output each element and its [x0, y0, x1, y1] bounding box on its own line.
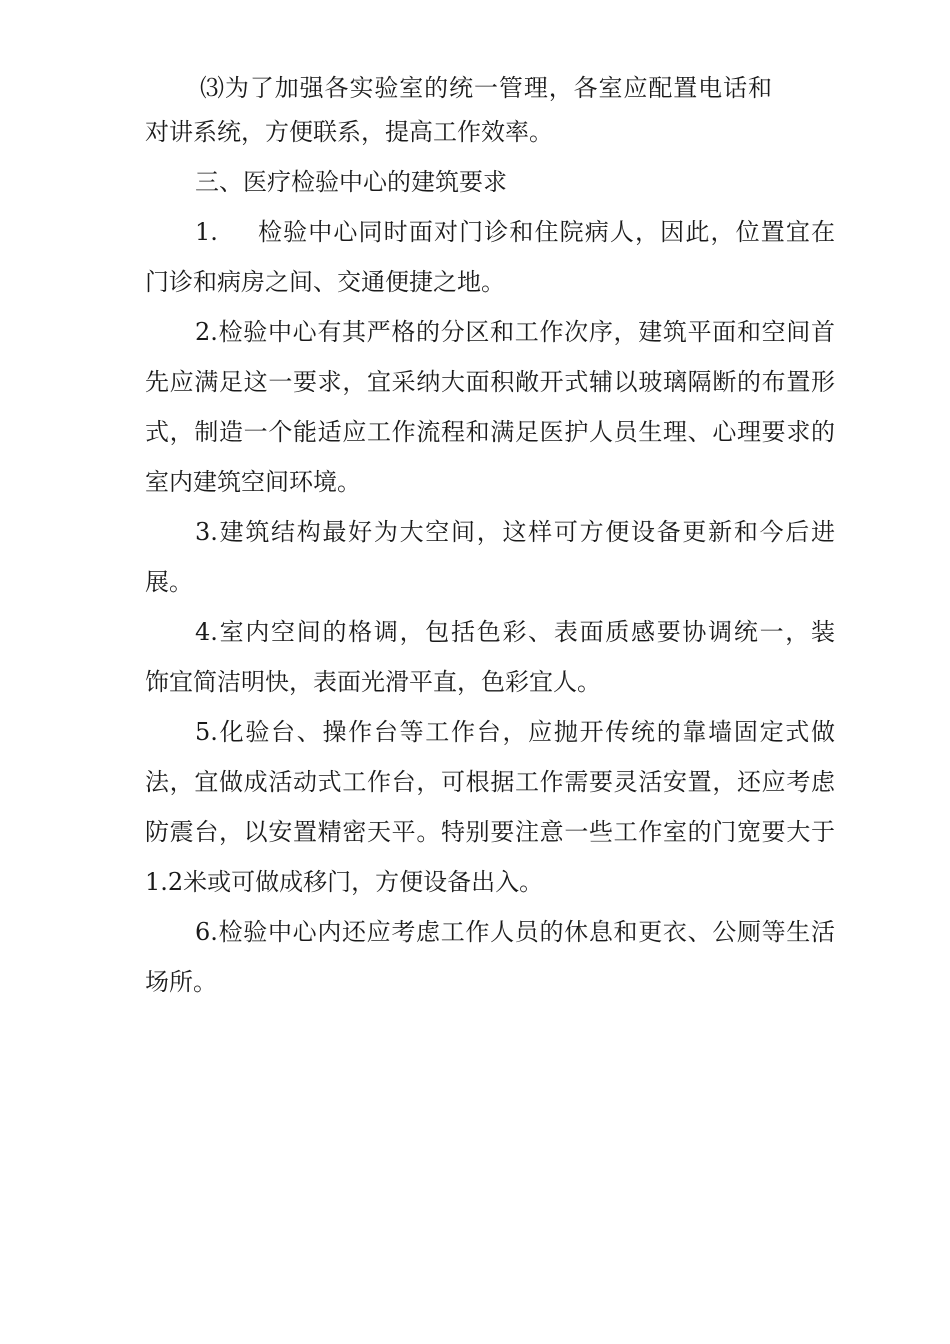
item-3-line-1: 3.建筑结构最好为大空间，这样可方便设备更新和今后进 [195, 518, 835, 546]
item-6-line-2: 场所。 [145, 968, 217, 996]
item-1-line-1: 检验中心同时面对门诊和住院病人，因此，位置宜在 [258, 218, 835, 246]
item-4-line-2: 饰宜简洁明快，表面光滑平直，色彩宜人。 [145, 668, 601, 696]
item-5-line-3: 防震台，以安置精密天平。特别要注意一些工作室的门宽要大于 [145, 818, 835, 846]
item-2-line-3: 式，制造一个能适应工作流程和满足医护人员生理、心理要求的 [145, 418, 835, 446]
paragraph-3-line-1: ⑶为了加强各实验室的统一管理，各室应配置电话和 [200, 74, 772, 102]
item-5-line-1: 5.化验台、操作台等工作台，应抛开传统的靠墙固定式做 [195, 718, 835, 746]
item-1-line-2: 门诊和病房之间、交通便捷之地。 [145, 268, 505, 296]
item-6-line-1: 6.检验中心内还应考虑工作人员的休息和更衣、公厕等生活 [195, 918, 835, 946]
section-heading: 三、医疗检验中心的建筑要求 [195, 168, 507, 196]
item-2-line-1: 2.检验中心有其严格的分区和工作次序，建筑平面和空间首 [195, 318, 835, 346]
item-5-line-4: 1.2米或可做成移门，方便设备出入。 [145, 868, 544, 896]
item-3-line-2: 展。 [145, 568, 193, 596]
item-2-line-2: 先应满足这一要求，宜采纳大面积敞开式辅以玻璃隔断的布置形 [145, 368, 835, 396]
item-5-line-2: 法，宜做成活动式工作台，可根据工作需要灵活安置，还应考虑 [145, 768, 835, 796]
item-2-line-4: 室内建筑空间环境。 [145, 468, 361, 496]
item-4-line-1: 4.室内空间的格调，包括色彩、表面质感要协调统一，装 [195, 618, 835, 646]
paragraph-3-line-2: 对讲系统，方便联系，提高工作效率。 [145, 118, 553, 146]
item-1-number: 1. [195, 218, 218, 246]
